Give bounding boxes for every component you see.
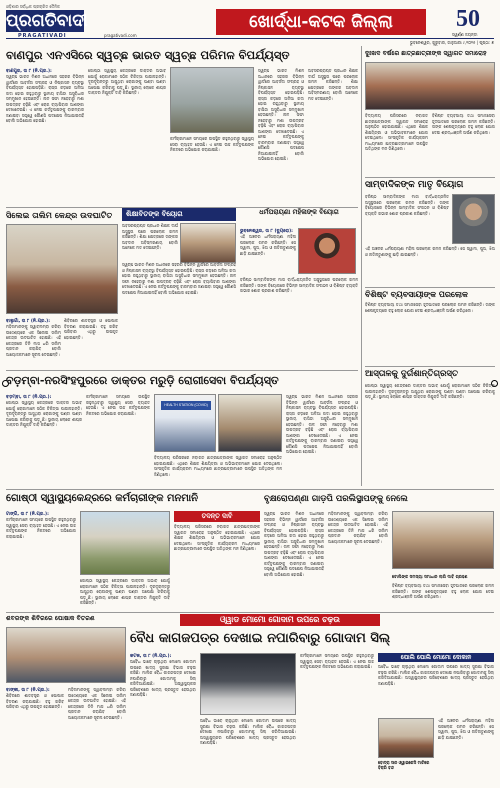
article-body: ଶିବିରରେ ଶୀତବସ୍ତ୍ର ଓ ପୋଷାକ ବିତରଣ କରାଯାଇଛି। ବହୁ ଗରିବ ପରିବାର ଏଥିରୁ ଉପକୃତ ହୋଇଛନ୍ତି।: [6, 693, 64, 709]
headline-clothes-distribution: ଶବରଙ୍କ ଶିବିରରେ ପୋଷାକ ବିତରଣ: [6, 615, 95, 622]
newspaper-logo: ପ୍ରଗତିବାଦୀ: [6, 11, 88, 30]
photo-drain-garbage: [170, 67, 254, 133]
article-body: ସ୍ୱଚ୍ଛ ଭାରତ ମିଶନ ଅଧୀନରେ ସହରର ବିଭିନ୍ନ ୱାର୍ଡରେ ଆବର୍ଜନା ସଂଗ୍ରହ ଓ ନିଷ୍କାସନ ବ୍ୟବସ୍ଥା ବିପର୍ଯ୍ୟସ୍ତ ହୋଇପଡ଼ିଛି। ରାସ୍ତା କଡ଼ରେ ଅଳିଆ ଗଦା ହୋଇ ରହୁଥିବାରୁ ସ୍ଥାନୀୟ ବାସିନ୍ଦା ଅସୁବିଧାର ସମ୍ମୁଖୀନ ହେଉଛନ୍ତି। ନାଳ ସଫା ନହେବାରୁ ମଶା ଉପଦ୍ରବ ବଢ଼ିଛି ଏବଂ ରୋଗ ବ୍ୟାପିବାର ଆଶଙ୍କା ଦେଖାଦେଇଛି। ଏ ନେଇ କର୍ତ୍ତୃପକ୍ଷଙ୍କୁ ବାରମ୍ବାର ଜଣାଇବା ସତ୍ତ୍ୱେ କୌଣସି ପଦକ୍ଷେପ ନିଆଯାଇନାହିଁ ବୋଲି ଅଭିଯୋଗ ହୋଇଛି।: [264, 511, 324, 577]
article-body: ଅବୈଧ ଭାବେ ଚାଲୁଥିବା ମୋମୋ ଗୋଦାମ ଉପରେ ଖାଦ୍ୟ ସୁରକ୍ଷା ବିଭାଗ ଚଢ଼ଉ କରିଛି। ମାଲିକ ବୈଧ କାଗଜପତ୍ର ଦେଖାଇ ନପାରିବାରୁ ଗୋଦାମକୁ ସିଲ୍ କରିଦିଆଯାଇଛି। ଅସ୍ୱାସ୍ଥ୍ୟକର ପରିବେଶରେ ଖାଦ୍ୟ ପ୍ରସ୍ତୁତ ହେଉଥିବା ଜଣାପଡ଼ିଛି।: [200, 718, 296, 745]
article-body: ସ୍ୱଚ୍ଛ ଭାରତ ମିଶନ ଅଧୀନରେ ସହରର ବିଭିନ୍ନ ୱାର୍ଡରେ ଆବର୍ଜନା ସଂଗ୍ରହ ଓ ନିଷ୍କାସନ ବ୍ୟବସ୍ଥା ବିପର୍ଯ୍ୟସ୍ତ ହୋଇପଡ଼ିଛି। ରାସ୍ତା କଡ଼ରେ ଅଳିଆ ଗଦା ହୋଇ ରହୁଥିବାରୁ ସ୍ଥାନୀୟ ବାସିନ୍ଦା ଅସୁବିଧାର ସମ୍ମୁଖୀନ ହେଉଛନ୍ତି। ନାଳ ସଫା ନହେବାରୁ ମଶା ଉପଦ୍ରବ ବଢ଼ିଛି ଏବଂ ରୋଗ ବ୍ୟାପିବାର ଆଶଙ୍କା ଦେଖାଦେଇଛି। ଏ ନେଇ କର୍ତ୍ତୃପକ୍ଷଙ୍କୁ ବାରମ୍ବାର ଜଣାଇବା ସତ୍ତ୍ୱେ କୌଣସି ପଦକ୍ଷେପ ନିଆଯାଇନାହିଁ ବୋଲି ଅଭିଯୋଗ ହୋଇଛି।: [6, 74, 84, 123]
article-body: ବିଦ୍ୟାଳୟ ପରିସରରେ ନବାଗତ ଛାତ୍ରଛାତ୍ରୀଙ୍କ ସ୍ୱାଗତ ସମାରୋହ ଅନୁଷ୍ଠିତ ହୋଇଯାଇଛି। ଏଥିରେ ଶିକ୍ଷକ ଶିକ୍ଷୟିତ୍ରୀ ଓ ଅଭିଭାବକମାନେ ଯୋଗ ଦେଇଥିଲେ। ସାଂସ୍କୃତିକ କାର୍ଯ୍ୟକ୍ରମ ମାଧ୍ୟମରେ ଛାତ୍ରଛାତ୍ରୀମାନେ ଉପସ୍ଥିତ ଅତିଥିଙ୍କ ମନ ଜିଣିଥିଲେ।: [365, 113, 428, 151]
article-body: ଅବସରପ୍ରାପ୍ତ ପ୍ରଧାନ ଶିକ୍ଷକ ଦୀର୍ଘ ଅସୁସ୍ଥତା ପରେ ପରଲୋକ ଗମନ କରିଛନ୍ତି। ଶିକ୍ଷା କ୍ଷେତ୍ରରେ ତାଙ୍କର ଅବଦାନ ଅବିସ୍ମରଣୀୟ ବୋଲି ଅନେକେ ମତ ଦେଇଛନ୍ତି।: [308, 68, 358, 101]
article-body: ଅବସରପ୍ରାପ୍ତ ପ୍ରଧାନ ଶିକ୍ଷକ ଦୀର୍ଘ ଅସୁସ୍ଥତା ପରେ ପରଲୋକ ଗମନ କରିଛନ୍ତି। ଶିକ୍ଷା କ୍ଷେତ୍ରରେ ତାଙ୍କର ଅବଦାନ ଅବିସ୍ମରଣୀୟ ବୋଲି ଅନେକେ ମତ ଦେଇଛନ୍ତି।: [122, 223, 178, 250]
article-body: କର୍ମଚାରୀମାନେ ସମୟରେ ଉପସ୍ଥିତ ରହୁନଥିବାରୁ ସ୍ୱାସ୍ଥ୍ୟ ସେବା ବ୍ୟାହତ ହେଉଛି। ଏ ନେଇ ଉଚ୍ଚ କର୍ତ୍ତୃପକ୍ଷଙ୍କ ନିକଟରେ ଅଭିଯୋଗ କରାଯାଇଛି।: [6, 517, 76, 539]
article-body: ବିଶିଷ୍ଟ ବ୍ୟବସାୟୀ ତଥା ସମାଜସେବୀ ହୃଦଘାତରେ ପରଲୋକ ଗମନ କରିଛନ୍ତି। ତାଙ୍କ ଶେଷକୃତ୍ୟରେ ବହୁ ଲୋକ ଯୋଗ ଦେଇ ଶ୍ରଦ୍ଧାଞ୍ଜଳି ଅର୍ପଣ କରିଥିଲେ।: [432, 113, 495, 135]
photo-health-centre-building: [80, 511, 170, 575]
article-body: ବିଶିଷ୍ଟ ବ୍ୟବସାୟୀ ତଥା ସମାଜସେବୀ ହୃଦଘାତରେ ପରଲୋକ ଗମନ କରିଛନ୍ତି। ତାଙ୍କ ଶେଷକୃତ୍ୟରେ ବହୁ ଲୋକ ଯୋଗ ଦେଇ ଶ୍ରଦ୍ଧାଞ୍ଜଳି ଅର୍ପଣ କରିଥିଲେ।: [392, 583, 494, 599]
article-body: କର୍ମଚାରୀମାନେ ସମୟରେ ଉପସ୍ଥିତ ରହୁନଥିବାରୁ ସ୍ୱାସ୍ଥ୍ୟ ସେବା ବ୍ୟାହତ ହେଉଛି। ଏ ନେଇ ଉଚ୍ଚ କର୍ତ୍ତୃପକ୍ଷଙ୍କ ନିକଟରେ ଅଭିଯୋଗ କରାଯାଇଛି।: [300, 653, 374, 669]
article-body: ଏହି ଅଞ୍ଚଳର ଧର୍ମପରାୟଣା ମହିଳା ପରଲୋକ ଗମନ କରିଛନ୍ତି। ସେ ସ୍ୱାମୀ, ପୁଅ, ଝିଅ ଓ ନାତିନାତୁଣୀଙ୍କୁ ଛାଡ଼ି ଯାଇଛନ୍ତି।: [438, 718, 494, 740]
headline-godown-sealed: ବୈଧ କାଗଜପତ୍ର ଦେଖାଇ ନପାରିବାରୁ ଗୋଦାମ ସିଲ୍: [130, 631, 391, 646]
article-body: ମହିଳାମାନଙ୍କୁ ସ୍ୱାବଲମ୍ବୀ କରିବା ଉଦ୍ଦେଶ୍ୟରେ ଏକ ସିଲେଇ ତାଲିମ କେନ୍ଦ୍ର ଉଦଘାଟିତ ହୋଇଛି। ଏହି କେନ୍ଦ୍ରରେ ତିନି ମାସ ଧରି ତାଲିମ ପ୍ରଦାନ କରାଯିବ ବୋଲି ଆୟୋଜକମାନେ ସୂଚନା ଦେଇଛନ୍ତି।: [6, 324, 61, 357]
article-body: ଅବୈଧ ଭାବେ ଚାଲୁଥିବା ମୋମୋ ଗୋଦାମ ଉପରେ ଖାଦ୍ୟ ସୁରକ୍ଷା ବିଭାଗ ଚଢ଼ଉ କରିଛି। ମାଲିକ ବୈଧ କାଗଜପତ୍ର ଦେଖାଇ ନପାରିବାରୁ ଗୋଦାମକୁ ସିଲ୍ କରିଦିଆଯାଇଛି। ଅସ୍ୱାସ୍ଥ୍ୟକର ପରିବେଶରେ ଖାଦ୍ୟ ପ୍ରସ୍ତୁତ ହେଉଥିବା ଜଣାପଡ଼ିଛି।: [378, 664, 494, 686]
article-body: ଗୋଷ୍ଠୀ ସ୍ୱାସ୍ଥ୍ୟ କେନ୍ଦ୍ରରେ ଡାକ୍ତର ଅଭାବ ଯୋଗୁଁ ରୋଗୀମାନେ ସଠିକ ଚିକିତ୍ସା ପାଉନାହାନ୍ତି। ଦୂରଦୂରାନ୍ତରୁ ଆସୁଥିବା ରୋଗୀଙ୍କୁ ଘଣ୍ଟା ଘଣ୍ଟା ଅପେକ୍ଷା କରିବାକୁ ପଡ଼ୁଛି। ସ୍ଥାନୀୟ ଲୋକେ ଶୀଘ୍ର ଡାକ୍ତର ନିଯୁକ୍ତି ଦାବି କରିଛନ୍ତି।: [6, 400, 82, 427]
photo-health-station-sign: [154, 394, 216, 452]
article-body: ଶିବିରରେ ଶୀତବସ୍ତ୍ର ଓ ପୋଷାକ ବିତରଣ କରାଯାଇଛି। ବହୁ ଗରିବ ପରିବାର ଏଥିରୁ ଉପକୃତ ହୋଇଛନ୍ତି।: [64, 318, 118, 340]
headline-health-centre-staff: ଗୋଷ୍ଠୀ ସ୍ୱାସ୍ଥ୍ୟକେନ୍ଦ୍ରରେ କର୍ମଚାରୀଙ୍କ ମନମାନି: [6, 493, 199, 504]
article-body: କର୍ମଚାରୀମାନେ ସମୟରେ ଉପସ୍ଥିତ ରହୁନଥିବାରୁ ସ୍ୱାସ୍ଥ୍ୟ ସେବା ବ୍ୟାହତ ହେଉଛି। ଏ ନେଇ ଉଚ୍ଚ କର୍ତ୍ତୃପକ୍ଷଙ୍କ ନିକଟରେ ଅଭିଯୋଗ କରାଯାଇଛି।: [86, 394, 150, 416]
headline-doctor-shortage: ବଡ଼ମ୍ବା-ନରସିଂହପୁରରେ ଡାକ୍ତର ମରୁଡ଼ି ରୋଗୀସେବା ବିପର୍ଯ୍ୟସ୍ତ: [6, 374, 279, 387]
anniversary-logo: [450, 6, 494, 36]
article-body: ବିଦ୍ୟାଳୟ ପରିସରରେ ନବାଗତ ଛାତ୍ରଛାତ୍ରୀଙ୍କ ସ୍ୱାଗତ ସମାରୋହ ଅନୁଷ୍ଠିତ ହୋଇଯାଇଛି। ଏଥିରେ ଶିକ୍ଷକ ଶିକ୍ଷୟିତ୍ରୀ ଓ ଅଭିଭାବକମାନେ ଯୋଗ ଦେଇଥିଲେ। ସାଂସ୍କୃତିକ କାର୍ଯ୍ୟକ୍ରମ ମାଧ୍ୟମରେ ଛାତ୍ରଛାତ୍ରୀମାନେ ଉପସ୍ଥିତ ଅତିଥିଙ୍କ ମନ ଜିଣିଥିଲେ।: [174, 524, 260, 551]
website-url: pragativadi.com: [104, 33, 137, 38]
headline-educationist: ଶିକ୍ଷାବିତଙ୍କ ବିୟୋଗ: [122, 208, 236, 221]
photo-deceased-mother: [452, 194, 495, 244]
byline: ବଡ଼ମ୍ବା, ତା ୮ (ନି.ପ୍ର.):: [6, 395, 52, 400]
photo-momo-stall: [378, 718, 434, 758]
article-body: ସ୍ୱଚ୍ଛ ଭାରତ ମିଶନ ଅଧୀନରେ ସହରର ବିଭିନ୍ନ ୱାର୍ଡରେ ଆବର୍ଜନା ସଂଗ୍ରହ ଓ ନିଷ୍କାସନ ବ୍ୟବସ୍ଥା ବିପର୍ଯ୍ୟସ୍ତ ହୋଇପଡ଼ିଛି। ରାସ୍ତା କଡ଼ରେ ଅଳିଆ ଗଦା ହୋଇ ରହୁଥିବାରୁ ସ୍ଥାନୀୟ ବାସିନ୍ଦା ଅସୁବିଧାର ସମ୍ମୁଖୀନ ହେଉଛନ୍ତି। ନାଳ ସଫା ନହେବାରୁ ମଶା ଉପଦ୍ରବ ବଢ଼ିଛି ଏବଂ ରୋଗ ବ୍ୟାପିବାର ଆଶଙ୍କା ଦେଖାଦେଇଛି। ଏ ନେଇ କର୍ତ୍ତୃପକ୍ଷଙ୍କୁ ବାରମ୍ବାର ଜଣାଇବା ସତ୍ତ୍ୱେ କୌଣସି ପଦକ୍ଷେପ ନିଆଯାଇନାହିଁ ବୋଲି ଅଭିଯୋଗ ହୋଇଛି।: [122, 262, 236, 295]
article-body: ସ୍ୱଚ୍ଛ ଭାରତ ମିଶନ ଅଧୀନରେ ସହରର ବିଭିନ୍ନ ୱାର୍ଡରେ ଆବର୍ଜନା ସଂଗ୍ରହ ଓ ନିଷ୍କାସନ ବ୍ୟବସ୍ଥା ବିପର୍ଯ୍ୟସ୍ତ ହୋଇପଡ଼ିଛି। ରାସ୍ତା କଡ଼ରେ ଅଳିଆ ଗଦା ହୋଇ ରହୁଥିବାରୁ ସ୍ଥାନୀୟ ବାସିନ୍ଦା ଅସୁବିଧାର ସମ୍ମୁଖୀନ ହେଉଛନ୍ତି। ନାଳ ସଫା ନହେବାରୁ ମଶା ଉପଦ୍ରବ ବଢ଼ିଛି ଏବଂ ରୋଗ ବ୍ୟାପିବାର ଆଶଙ୍କା ଦେଖାଦେଇଛି। ଏ ନେଇ କର୍ତ୍ତୃପକ୍ଷଙ୍କୁ ବାରମ୍ବାର ଜଣାଇବା ସତ୍ତ୍ୱେ କୌଣସି ପଦକ୍ଷେପ ନିଆଯାଇନାହିଁ ବୋଲି ଅଭିଯୋଗ ହୋଇଛି।: [258, 68, 304, 161]
headline-astala: ଆସ୍ତାଳକୁ ଦୁର୍ଗଶାନ୍ତିଗ୍ରସ୍ତ: [365, 366, 495, 381]
article-body: ଗୋଷ୍ଠୀ ସ୍ୱାସ୍ଥ୍ୟ କେନ୍ଦ୍ରରେ ଡାକ୍ତର ଅଭାବ ଯୋଗୁଁ ରୋଗୀମାନେ ସଠିକ ଚିକିତ୍ସା ପାଉନାହାନ୍ତି। ଦୂରଦୂରାନ୍ତରୁ ଆସୁଥିବା ରୋଗୀଙ୍କୁ ଘଣ୍ଟା ଘଣ୍ଟା ଅପେକ୍ଷା କରିବାକୁ ପଡ଼ୁଛି। ସ୍ଥାନୀୟ ଲୋକେ ଶୀଘ୍ର ଡାକ୍ତର ନିଯୁକ୍ତି ଦାବି କରିଛନ୍ତି।: [88, 68, 166, 95]
headline-journalist-mother: ସାମ୍ବାଦିକଙ୍କ ମାତୃ ବିୟୋଗ: [365, 177, 495, 192]
kicker-momo-raid: ଓ୍ୱାଡ ମୋମୋ ଗୋଦାମ ଉପରେ ଚଢ଼ଉ: [180, 614, 380, 626]
headline-sewing-centre: ସିଲେଇ ତାଲିମ କେନ୍ଦ୍ର ଉଦଘାଟିତ: [6, 210, 113, 220]
headline-probe-demand: ତଦନ୍ତ ଦାବି: [174, 511, 260, 522]
headline-businessman: ବିଶିଷ୍ଟ ବ୍ୟବସାୟୀଙ୍କ ପରଲୋକ: [365, 287, 495, 301]
sign-board: HEALTH STATION (COVID): [161, 401, 211, 410]
photo-students: [365, 62, 495, 110]
byline: ଭୁବନେଶ୍ୱର, ତା ୮ (ବ୍ୟୁରୋ):: [240, 229, 293, 234]
article-body: ମହିଳାମାନଙ୍କୁ ସ୍ୱାବଲମ୍ବୀ କରିବା ଉଦ୍ଦେଶ୍ୟରେ ଏକ ସିଲେଇ ତାଲିମ କେନ୍ଦ୍ର ଉଦଘାଟିତ ହୋଇଛି। ଏହି କେନ୍ଦ୍ରରେ ତିନି ମାସ ଧରି ତାଲିମ ପ୍ରଦାନ କରାଯିବ ବୋଲି ଆୟୋଜକମାନେ ସୂଚନା ଦେଇଛନ୍ତି।: [68, 687, 126, 720]
byline: ଟାଙ୍ଗି, ତା ୮ (ନି.ପ୍ର.):: [6, 512, 49, 517]
headline-tolly-demand: ଟୋଲିଙ୍କ ସମସ୍ୟା ସମାଧାନ ଲାଗି ଦାବି ଗ୍ରହଣ: [392, 574, 468, 579]
article-body: ବିଦ୍ୟାଳୟ ପରିସରରେ ନବାଗତ ଛାତ୍ରଛାତ୍ରୀଙ୍କ ସ୍ୱାଗତ ସମାରୋହ ଅନୁଷ୍ଠିତ ହୋଇଯାଇଛି। ଏଥିରେ ଶିକ୍ଷକ ଶିକ୍ଷୟିତ୍ରୀ ଓ ଅଭିଭାବକମାନେ ଯୋଗ ଦେଇଥିଲେ। ସାଂସ୍କୃତିକ କାର୍ଯ୍ୟକ୍ରମ ମାଧ୍ୟମରେ ଛାତ୍ରଛାତ୍ରୀମାନେ ଉପସ୍ଥିତ ଅତିଥିଙ୍କ ମନ ଜିଣିଥିଲେ।: [154, 455, 282, 477]
article-body: କର୍ମଚାରୀମାନେ ସମୟରେ ଉପସ୍ଥିତ ରହୁନଥିବାରୁ ସ୍ୱାସ୍ଥ୍ୟ ସେବା ବ୍ୟାହତ ହେଉଛି। ଏ ନେଇ ଉଚ୍ଚ କର୍ତ୍ତୃପକ୍ଷଙ୍କ ନିକଟରେ ଅଭିଯୋଗ କରାଯାଇଛି।: [170, 136, 254, 152]
anniversary-text: ସ୍ୱର୍ଣ୍ଣ ଜୟନ୍ତୀ: [452, 32, 478, 37]
headline-plantation: ବୃକ୍ଷରୋପଣ୍ଣା ଗାଡ଼ପି ପରଲିସ୍ଥାପଙ୍କୁ ନେଲେ: [264, 494, 408, 504]
headline-sales-stopped: ବୋଦ୍ରା ସାନ ଓ୍ୱାଇକେସି ମାଟିରେ ବିକ୍ରି ବନ୍ଦ: [378, 760, 430, 770]
article-body: ବିଶିଷ୍ଟ ବ୍ୟବସାୟୀ ତଥା ସମାଜସେବୀ ହୃଦଘାତରେ ପରଲୋକ ଗମନ କରିଛନ୍ତି। ତାଙ୍କ ଶେଷକୃତ୍ୟରେ ବହୁ ଲୋକ ଯୋଗ ଦେଇ ଶ୍ରଦ୍ଧାଞ୍ଜଳି ଅର୍ପଣ କରିଥିଲେ।: [365, 302, 495, 313]
article-body: ବରିଷ୍ଠ ସାମ୍ବାଦିକଙ୍କ ମାତା ବାର୍ଦ୍ଧକ୍ୟଜନିତ ଅସୁସ୍ଥତାରେ ପରଲୋକ ଗମନ କରିଛନ୍ତି। ତାଙ୍କ ବିୟୋଗରେ ବିଭିନ୍ନ ସାମ୍ବାଦିକ ସଂଗଠନ ଓ ବିଶିଷ୍ଟ ବ୍ୟକ୍ତି ଗଭୀର ଶୋକ ପ୍ରକାଶ କରିଛନ୍ତି।: [240, 277, 358, 293]
masthead: [6, 4, 494, 44]
headline-pious-woman: ଧର୍ମପରାୟଣା ମହିଳାଙ୍କ ବିୟୋଗ: [259, 208, 339, 216]
headline-banpur-nac: ବାଣପୁର ଏନଏସିରେ ସ୍ୱଚ୍ଛ ଭାରତ ସ୍ୱଚ୍ଛ ପରିମଳ ବିପର୍ଯ୍ୟସ୍ତ: [6, 48, 290, 62]
logo-latin: PRAGATIVADI: [18, 33, 67, 39]
dateline: ଭୁବନେଶ୍ୱର, ଗୁରୁବାର, ଜାନୁଆରୀ ୯,୨୦୨୫ | ପୃଷ୍ଠା: ୭: [6, 38, 494, 44]
article-body: ଏହି ଅଞ୍ଚଳର ଧର୍ମପରାୟଣା ମହିଳା ପରଲୋକ ଗମନ କରିଛନ୍ତି। ସେ ସ୍ୱାମୀ, ପୁଅ, ଝିଅ ଓ ନାତିନାତୁଣୀଙ୍କୁ ଛାଡ଼ି ଯାଇଛନ୍ତି।: [240, 234, 296, 256]
article-body: ଅବୈଧ ଭାବେ ଚାଲୁଥିବା ମୋମୋ ଗୋଦାମ ଉପରେ ଖାଦ୍ୟ ସୁରକ୍ଷା ବିଭାଗ ଚଢ଼ଉ କରିଛି। ମାଲିକ ବୈଧ କାଗଜପତ୍ର ଦେଖାଇ ନପାରିବାରୁ ଗୋଦାମକୁ ସିଲ୍ କରିଦିଆଯାଇଛି। ଅସ୍ୱାସ୍ଥ୍ୟକର ପରିବେଶରେ ଖାଦ୍ୟ ପ୍ରସ୍ତୁତ ହେଉଥିବା ଜଣାପଡ଼ିଛି।: [130, 659, 196, 697]
photo-sewing-centre: [6, 224, 118, 314]
photo-meeting: [180, 223, 236, 263]
byline: ବାଲୁଗାଁ, ତା ୮ (ନି.ପ୍ର.):: [6, 319, 51, 324]
article-body: ବରିଷ୍ଠ ସାମ୍ବାଦିକଙ୍କ ମାତା ବାର୍ଦ୍ଧକ୍ୟଜନିତ ଅସୁସ୍ଥତାରେ ପରଲୋକ ଗମନ କରିଛନ୍ତି। ତାଙ୍କ ବିୟୋଗରେ ବିଭିନ୍ନ ସାମ୍ବାଦିକ ସଂଗଠନ ଓ ବିଶିଷ୍ଟ ବ୍ୟକ୍ତି ଗଭୀର ଶୋକ ପ୍ରକାଶ କରିଛନ୍ତି।: [365, 194, 449, 216]
byline: ବାଙ୍କୀ, ତା ୮ (ନି.ପ୍ର.):: [6, 688, 50, 693]
byline: କଟକ, ତା ୮ (ନି.ପ୍ର.):: [130, 654, 172, 659]
photo-distribution-camp: [6, 627, 126, 683]
article-body: ଗୋଷ୍ଠୀ ସ୍ୱାସ୍ଥ୍ୟ କେନ୍ଦ୍ରରେ ଡାକ୍ତର ଅଭାବ ଯୋଗୁଁ ରୋଗୀମାନେ ସଠିକ ଚିକିତ୍ସା ପାଉନାହାନ୍ତି। ଦୂରଦୂରାନ୍ତରୁ ଆସୁଥିବା ରୋଗୀଙ୍କୁ ଘଣ୍ଟା ଘଣ୍ଟା ଅପେକ୍ଷା କରିବାକୁ ପଡ଼ୁଛି। ସ୍ଥାନୀୟ ଲୋକେ ଶୀଘ୍ର ଡାକ୍ତର ନିଯୁକ୍ତି ଦାବି କରିଛନ୍ତି।: [80, 578, 170, 605]
article-body: ଗୋଷ୍ଠୀ ସ୍ୱାସ୍ଥ୍ୟ କେନ୍ଦ୍ରରେ ଡାକ୍ତର ଅଭାବ ଯୋଗୁଁ ରୋଗୀମାନେ ସଠିକ ଚିକିତ୍ସା ପାଉନାହାନ୍ତି। ଦୂରଦୂରାନ୍ତରୁ ଆସୁଥିବା ରୋଗୀଙ୍କୁ ଘଣ୍ଟା ଘଣ୍ଟା ଅପେକ୍ଷା କରିବାକୁ ପଡ଼ୁଛି। ସ୍ଥାନୀୟ ଲୋକେ ଶୀଘ୍ର ଡାକ୍ତର ନିଯୁକ୍ତି ଦାବି କରିଛନ୍ତି।: [365, 383, 495, 399]
photo-dignitaries: [392, 511, 494, 569]
photo-momo-godown: [200, 653, 296, 715]
tagline: ଓଡ଼ିଶାର ସର୍ବାଧିକ ପ୍ରଚାରିତ ଦୈନିକ: [6, 4, 60, 9]
headline-welcome-ceremony: ଦୁଃଖଦ ବର୍ଷରେ ଛାତ୍ରଛାତ୍ରୀଙ୍କ ସ୍ୱାଗତ ସମାରୋହ: [365, 50, 487, 57]
article-body: ସ୍ୱଚ୍ଛ ଭାରତ ମିଶନ ଅଧୀନରେ ସହରର ବିଭିନ୍ନ ୱାର୍ଡରେ ଆବର୍ଜନା ସଂଗ୍ରହ ଓ ନିଷ୍କାସନ ବ୍ୟବସ୍ଥା ବିପର୍ଯ୍ୟସ୍ତ ହୋଇପଡ଼ିଛି। ରାସ୍ତା କଡ଼ରେ ଅଳିଆ ଗଦା ହୋଇ ରହୁଥିବାରୁ ସ୍ଥାନୀୟ ବାସିନ୍ଦା ଅସୁବିଧାର ସମ୍ମୁଖୀନ ହେଉଛନ୍ତି। ନାଳ ସଫା ନହେବାରୁ ମଶା ଉପଦ୍ରବ ବଢ଼ିଛି ଏବଂ ରୋଗ ବ୍ୟାପିବାର ଆଶଙ୍କା ଦେଖାଦେଇଛି। ଏ ନେଇ କର୍ତ୍ତୃପକ୍ଷଙ୍କୁ ବାରମ୍ବାର ଜଣାଇବା ସତ୍ତ୍ୱେ କୌଣସି ପଦକ୍ଷେପ ନିଆଯାଇନାହିଁ ବୋଲି ଅଭିଯୋଗ ହୋଇଛି।: [286, 394, 358, 454]
article-body: ମହିଳାମାନଙ୍କୁ ସ୍ୱାବଲମ୍ବୀ କରିବା ଉଦ୍ଦେଶ୍ୟରେ ଏକ ସିଲେଇ ତାଲିମ କେନ୍ଦ୍ର ଉଦଘାଟିତ ହୋଇଛି। ଏହି କେନ୍ଦ୍ରରେ ତିନି ମାସ ଧରି ତାଲିମ ପ୍ରଦାନ କରାଯିବ ବୋଲି ଆୟୋଜକମାନେ ସୂଚନା ଦେଇଛନ୍ତି।: [328, 511, 388, 544]
anniversary-number: 50: [456, 6, 480, 32]
photo-health-centre-staff: [218, 394, 282, 452]
photo-deceased-woman: [298, 228, 356, 274]
column-rule: [361, 46, 362, 486]
boxed-headline-momo-shops: ପୋଲି ପୋଲି ମୋମୋ ଦୋକାନ: [378, 653, 494, 662]
article-body: ଏହି ଅଞ୍ଚଳର ଧର୍ମପରାୟଣା ମହିଳା ପରଲୋକ ଗମନ କରିଛନ୍ତି। ସେ ସ୍ୱାମୀ, ପୁଅ, ଝିଅ ଓ ନାତିନାତୁଣୀଙ୍କୁ ଛାଡ଼ି ଯାଇଛନ୍ତି।: [365, 246, 495, 257]
edition-title: ଖୋର୍ଦ୍ଧା-କଟକ ଜିଲ୍ଲା: [216, 9, 426, 35]
byline: ବାଣପୁର, ତା ୮ (ନି.ପ୍ର.):: [6, 69, 52, 74]
